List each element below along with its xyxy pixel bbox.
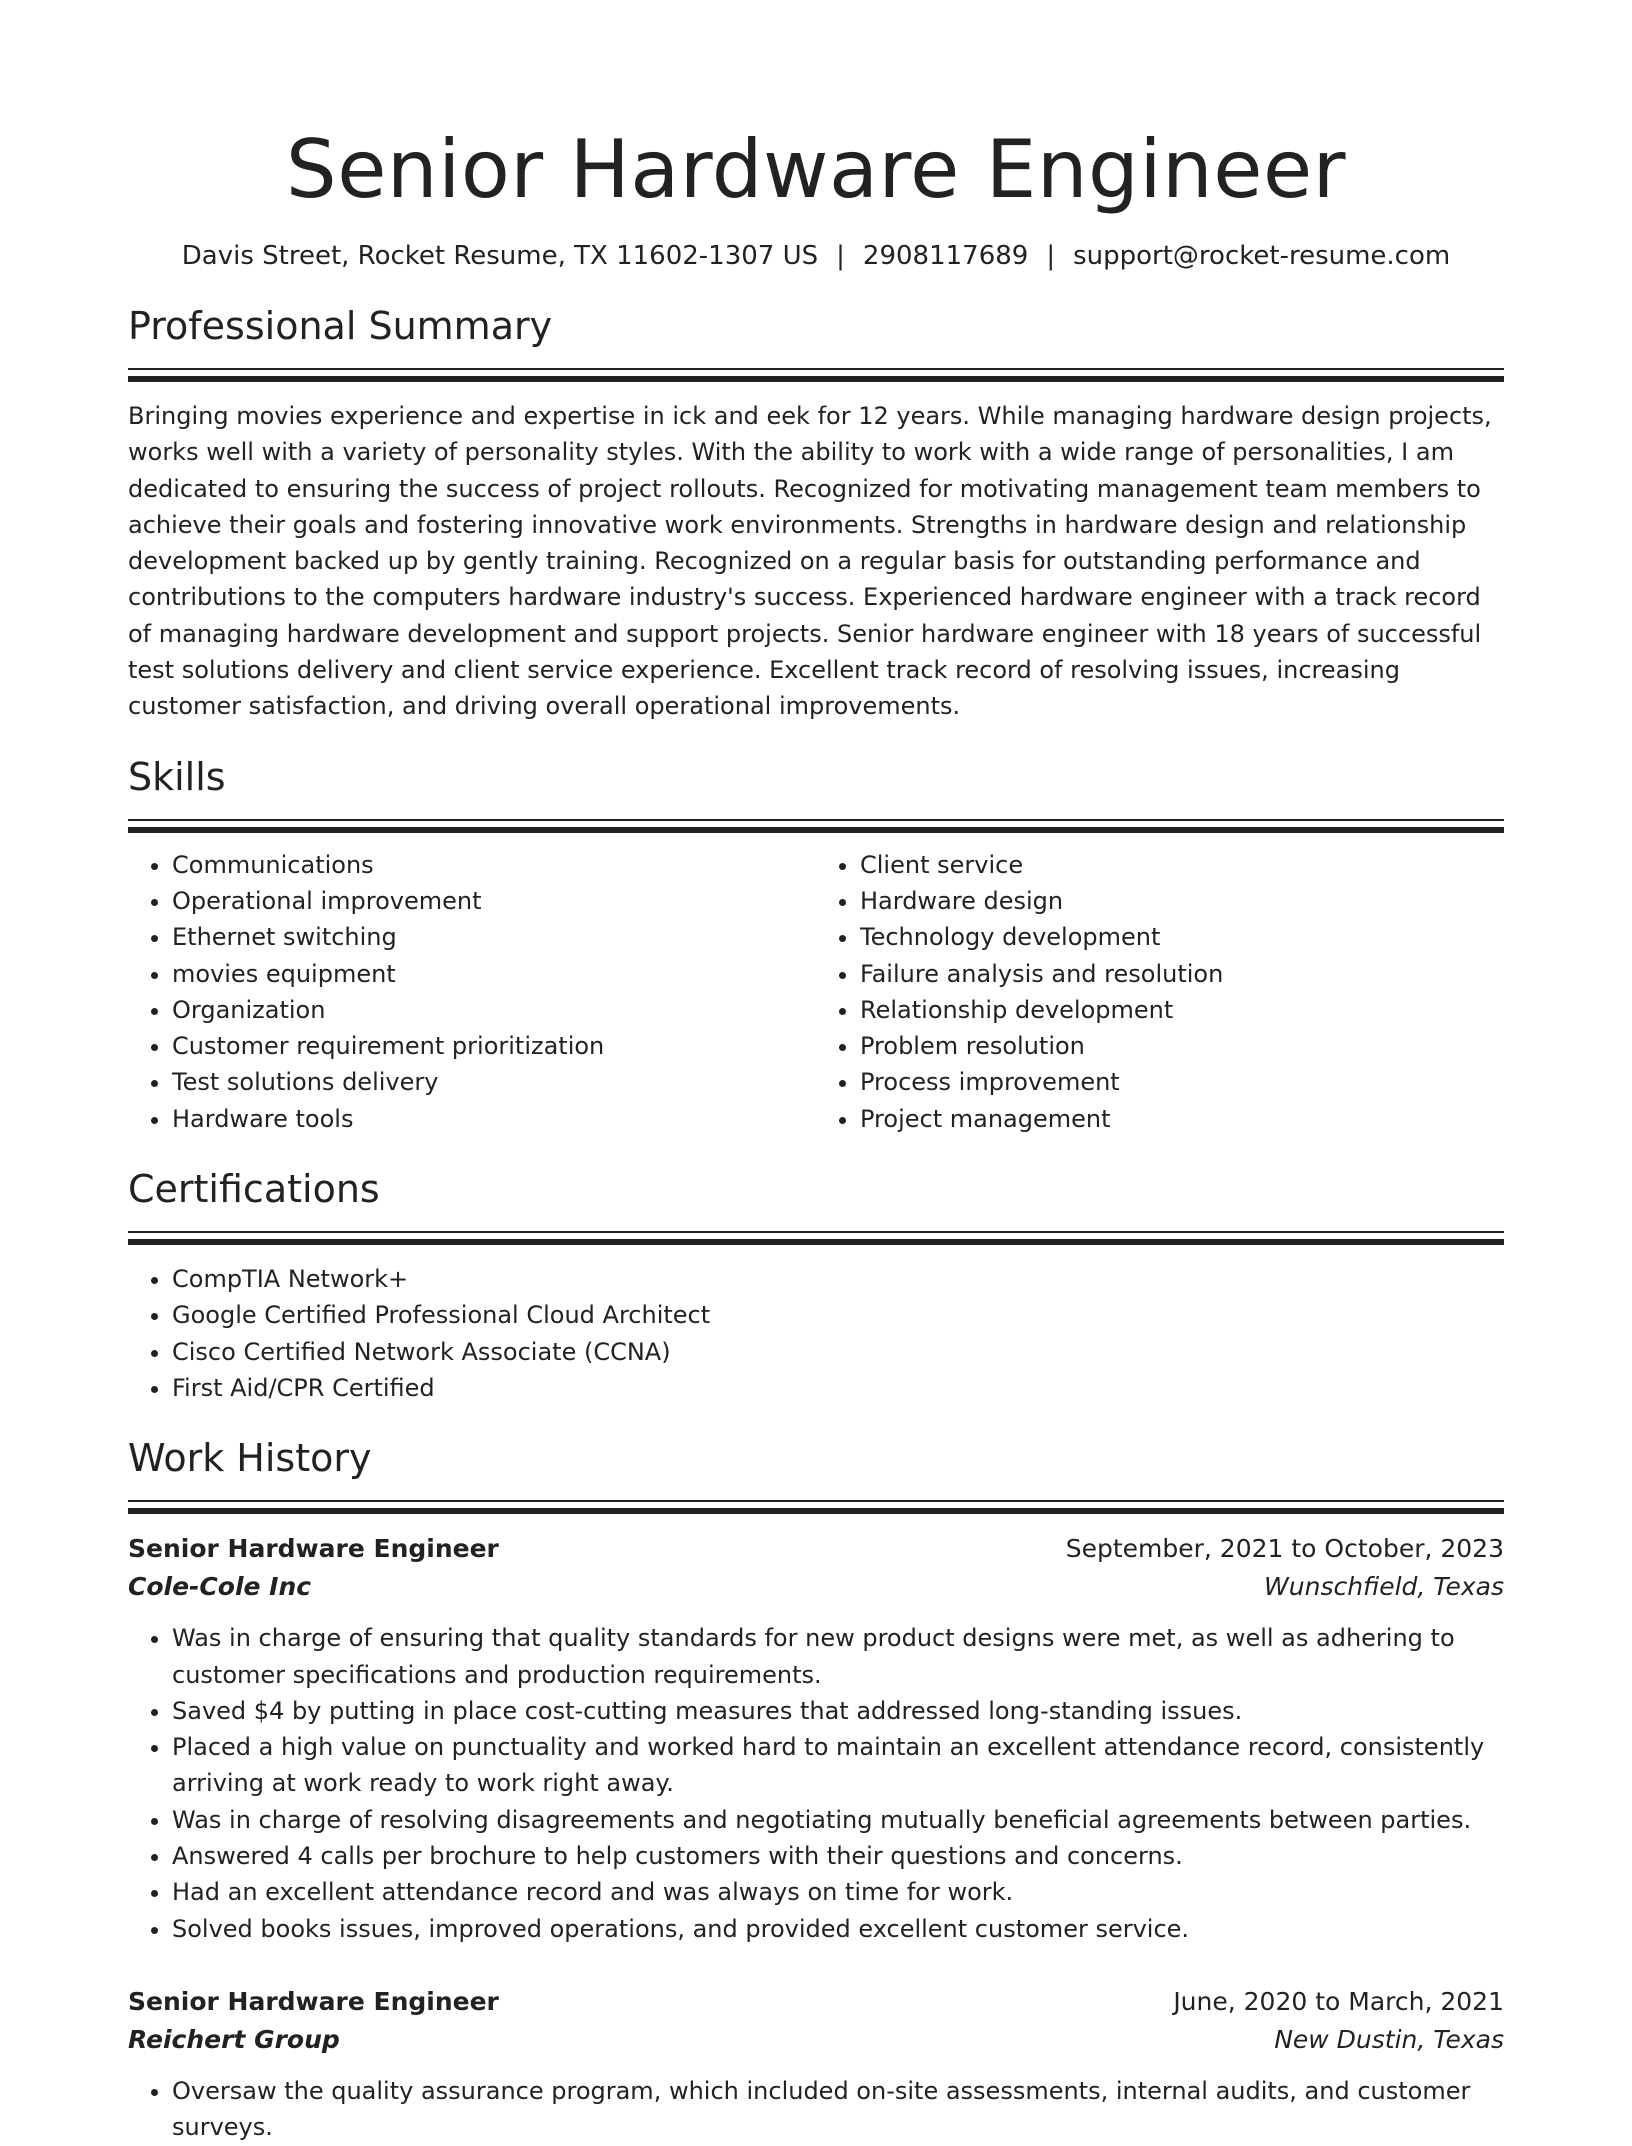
job-duty-item: • Oversaw the quality assurance program, which included on-site assessments, internal audits, and customer surveys. [172,2073,1504,2146]
section-divider [128,1500,1504,1502]
section-divider-thick [128,827,1504,833]
skill-item: • Problem resolution [860,1028,1504,1064]
section-heading-skills: Skills [128,754,226,799]
certification-item: • First Aid/CPR Certified [172,1370,1504,1406]
section-heading-work-history: Work History [128,1436,372,1481]
certifications-section [128,1163,1504,1406]
job-duty-item: • Had an excellent attendance record and was always on time for work. [172,1874,1504,1910]
certification-item: • Cisco Certified Network Associate (CCNA) [172,1334,1504,1370]
section-divider [128,819,1504,821]
job-entry [128,1530,1504,1947]
skill-item: • Test solutions delivery [172,1064,816,1100]
contact-separator: | [1046,241,1056,271]
job-location: New Dustin, Texas [1274,2024,1504,2054]
section-divider-thick [128,376,1504,382]
job-duties-list [128,2073,1504,2146]
skills-section [128,751,1504,1137]
section-divider [128,1231,1504,1233]
certification-item: • CompTIA Network+ [172,1261,1504,1297]
job-title: Senior Hardware Engineer [128,1534,499,1564]
job-title: Senior Hardware Engineer [128,1986,499,2016]
job-duty-item: • Answered 4 calls per brochure to help customers with their questions and concerns. [172,1838,1504,1874]
skills-column-right [816,847,1504,1137]
job-duty-item: • Placed a high value on punctuality and worked hard to maintain an excellent attendance record, consistently arriving at work ready to work right away. [172,1729,1504,1802]
section-divider [128,368,1504,370]
work-history-section [128,1432,1504,2145]
skills-list-left [128,847,816,1137]
contact-line [128,238,1504,274]
job-company-row [128,2021,1504,2059]
skill-item: • Communications [172,847,816,883]
job-company-row [128,1568,1504,1606]
skill-item: • Relationship development [860,992,1504,1028]
skill-item: • Technology development [860,919,1504,955]
skill-item: • movies equipment [172,956,816,992]
skill-item: • Operational improvement [172,883,816,919]
professional-summary-section [128,300,1504,725]
skill-item: • Process improvement [860,1064,1504,1100]
section-heading-summary: Professional Summary [128,304,553,348]
skill-item: • Project management [860,1101,1504,1137]
skill-item: • Customer requirement prioritization [172,1028,816,1064]
skill-item: • Failure analysis and resolution [860,956,1504,992]
section-divider-thick [128,1508,1504,1514]
job-location: Wunschfield, Texas [1264,1572,1504,1602]
section-divider-thick [128,1239,1504,1245]
job-entry [128,1983,1504,2146]
job-dates: June, 2020 to March, 2021 [1173,1986,1504,2016]
job-company: Cole-Cole Inc [128,1572,312,1602]
contact-separator: | [836,241,845,271]
phone-number: 2908117689 [862,241,1029,271]
skill-item: • Hardware tools [172,1101,816,1137]
job-duty-item: • Was in charge of resolving disagreements and negotiating mutually beneficial agreements between parties. [172,1802,1504,1838]
resume-title: Senior Hardware Engineer [285,123,1347,216]
skills-grid [128,847,1504,1137]
section-heading-certifications: Certifications [128,1167,380,1212]
job-header-row [128,1530,1504,1568]
job-company: Reichert Group [128,2024,340,2054]
skill-item: • Ethernet switching [172,919,816,955]
job-header-row [128,1983,1504,2021]
job-duties-list [128,1620,1504,1947]
skills-column-left [128,847,816,1137]
skill-item: • Organization [172,992,816,1028]
skills-list-right [816,847,1504,1137]
address: Davis Street, Rocket Resume, TX 11602-1307 US [181,241,819,271]
skill-item: • Client service [860,847,1504,883]
job-duty-item: • Saved $4 by putting in place cost-cutting measures that addressed long-standing issues. [172,1693,1504,1729]
summary-text: Bringing movies experience and expertise in ick and eek for 12 years. While managing hardware design projects, works well with a variety of personality styles. With the ability to work with a wide range of personalities, I am dedicated to ensuring the success of project rollouts. Recognized for motivating management team members to achieve their goals and fostering innovative work environments. Strengths in hardware design and relationship development backed up by gently training. Recognized on a regular basis for outstanding performance and contributions to the computers hardware industry's success. Experienced hardware engineer with a track record of managing hardware development and support projects. Senior hardware engineer with 18 years of successful test solutions delivery and client service experience. Excellent track record of resolving issues, increasing customer satisfaction, and driving overall operational improvements. [128,402,1492,721]
job-duty-item: • Was in charge of ensuring that quality standards for new product designs were met, as well as adhering to customer specifications and production requirements. [172,1620,1504,1693]
skill-item: • Hardware design [860,883,1504,919]
certifications-list [128,1261,1504,1406]
email-address: support@rocket-resume.com [1073,241,1451,271]
job-dates: September, 2021 to October, 2023 [1065,1534,1504,1564]
certification-item: • Google Certified Professional Cloud Architect [172,1297,1504,1333]
job-duty-item: • Solved books issues, improved operations, and provided excellent customer service. [172,1911,1504,1947]
